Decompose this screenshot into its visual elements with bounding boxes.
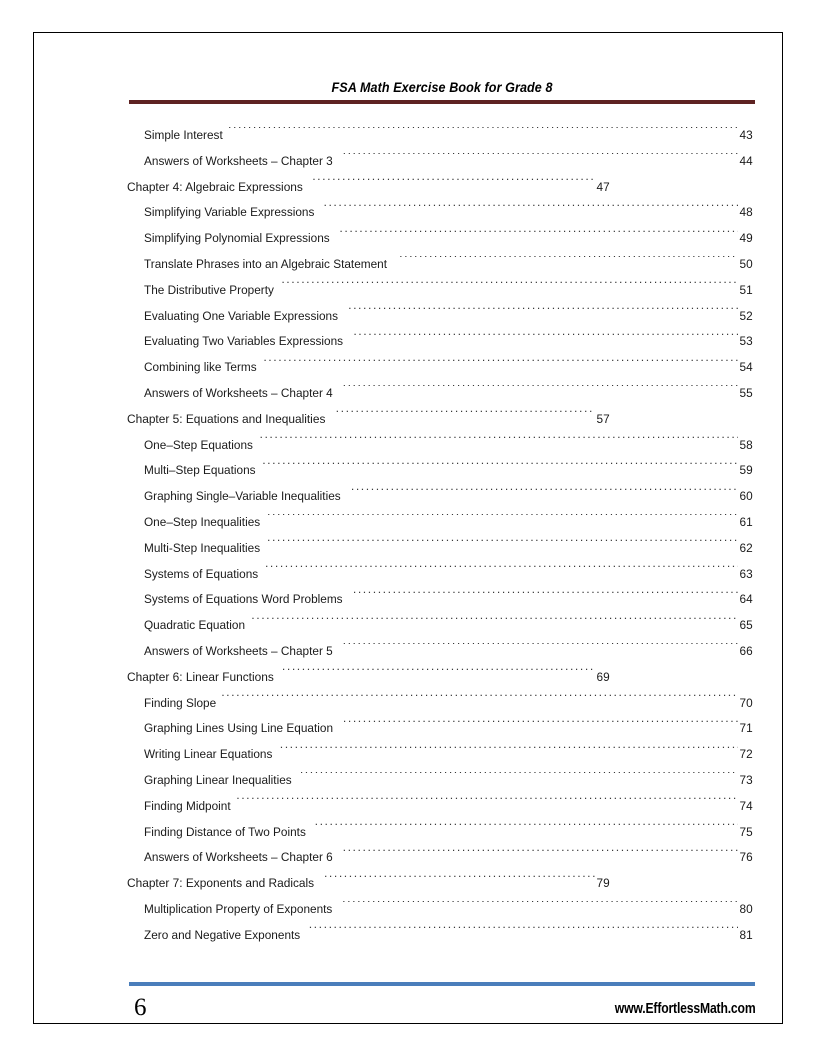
- toc-entry-label: Finding Distance of Two Points: [144, 824, 306, 839]
- toc-leader-dots: [399, 256, 738, 268]
- toc-entry-label: Finding Midpoint: [144, 798, 231, 813]
- toc-row-inner: [144, 820, 753, 846]
- toc-leader-dots: [343, 849, 739, 861]
- toc-entry-page-number: 79: [596, 876, 610, 891]
- toc-entry-label: Systems of Equations: [144, 566, 259, 581]
- toc-entry-label: Quadratic Equation: [144, 618, 246, 633]
- toc-entry-label: Evaluating Two Variables Expressions: [144, 334, 344, 349]
- toc-row-inner: [144, 355, 753, 381]
- toc-leader-dots: [263, 359, 738, 371]
- toc-entry-page-number: 61: [739, 514, 753, 529]
- toc-entry-row[interactable]: [34, 587, 816, 613]
- toc-leader-dots: [260, 436, 739, 448]
- toc-entry-page-number: 76: [739, 850, 753, 865]
- toc-chapter-row[interactable]: [34, 871, 816, 897]
- toc-row-inner: [144, 484, 753, 510]
- toc-row-inner: [144, 123, 753, 149]
- toc-entry-label: Systems of Equations Word Problems: [144, 592, 343, 607]
- toc-entry-page-number: 44: [739, 153, 753, 168]
- toc-leader-dots: [353, 333, 738, 345]
- toc-entry-row[interactable]: [34, 510, 816, 536]
- toc-leader-dots: [342, 901, 738, 913]
- toc-entry-label: The Distributive Property: [144, 282, 274, 297]
- toc-entry-label: Combining like Terms: [144, 360, 257, 375]
- toc-row-inner: [144, 536, 753, 562]
- toc-row-inner: [127, 871, 610, 897]
- toc-entry-row[interactable]: [34, 562, 816, 588]
- toc-entry-row[interactable]: [34, 123, 816, 149]
- toc-entry-label: Graphing Single–Variable Inequalities: [144, 489, 341, 504]
- toc-row-inner: [144, 639, 753, 665]
- toc-entry-label: Chapter 5: Equations and Inequalities: [127, 411, 326, 426]
- toc-entry-page-number: 65: [739, 618, 753, 633]
- toc-entry-label: One–Step Equations: [144, 437, 253, 452]
- toc-leader-dots: [353, 591, 738, 603]
- toc-entry-page-number: 63: [739, 566, 753, 581]
- toc-leader-dots: [236, 797, 738, 809]
- toc-entry-page-number: 60: [739, 489, 753, 504]
- toc-entry-row[interactable]: [34, 355, 816, 381]
- toc-row-inner: [144, 587, 753, 613]
- toc-chapter-row[interactable]: [34, 665, 816, 691]
- toc-row-inner: [144, 433, 753, 459]
- toc-entry-row[interactable]: [34, 742, 816, 768]
- website-link[interactable]: www.EffortlessMath.com: [614, 1001, 755, 1017]
- toc-entry-label: Chapter 6: Linear Functions: [127, 669, 274, 684]
- toc-entry-page-number: 70: [739, 695, 753, 710]
- toc-row-inner: [144, 691, 753, 717]
- toc-entry-row[interactable]: [34, 278, 816, 304]
- toc-leader-dots: [221, 694, 738, 706]
- toc-entry-row[interactable]: [34, 691, 816, 717]
- toc-entry-page-number: 71: [739, 721, 753, 736]
- toc-entry-label: Finding Slope: [144, 695, 217, 710]
- toc-chapter-row[interactable]: [34, 175, 816, 201]
- toc-row-inner: [144, 845, 753, 871]
- toc-leader-dots: [323, 204, 738, 216]
- toc-leader-dots: [324, 875, 595, 887]
- toc-entry-row[interactable]: [34, 304, 816, 330]
- toc-entry-label: Zero and Negative Exponents: [144, 927, 301, 942]
- toc-entry-row[interactable]: [34, 536, 816, 562]
- toc-leader-dots: [300, 772, 738, 784]
- toc-entry-label: Multi-Step Inequalities: [144, 540, 261, 555]
- toc-leader-dots: [343, 720, 738, 732]
- toc-entry-page-number: 55: [739, 385, 753, 400]
- toc-row-inner: [144, 252, 753, 278]
- toc-entry-row[interactable]: [34, 433, 816, 459]
- toc-entry-page-number: 66: [739, 643, 753, 658]
- toc-row-inner: [144, 278, 753, 304]
- toc-row-inner: [144, 742, 753, 768]
- toc-row-inner: [127, 407, 610, 433]
- toc-row-inner: [144, 613, 753, 639]
- running-header: [129, 80, 755, 104]
- toc-leader-dots: [309, 926, 739, 938]
- toc-entry-page-number: 64: [739, 592, 753, 607]
- toc-entry-label: Answers of Worksheets – Chapter 5: [144, 643, 333, 658]
- toc-entry-page-number: 75: [739, 824, 753, 839]
- toc-row-inner: [144, 458, 753, 484]
- toc-entry-page-number: 72: [739, 747, 753, 762]
- toc-entry-page-number: 48: [739, 205, 753, 220]
- toc-row-inner: [144, 768, 753, 794]
- toc-entry-label: Simple Interest: [144, 128, 223, 142]
- page-frame: [33, 32, 783, 1024]
- toc-leader-dots: [312, 178, 595, 190]
- toc-leader-dots: [251, 617, 738, 629]
- toc-entry-label: Answers of Worksheets – Chapter 6: [144, 850, 333, 865]
- toc-entry-page-number: 80: [739, 901, 753, 916]
- toc-leader-dots: [265, 565, 738, 577]
- toc-chapter-row[interactable]: [34, 407, 816, 433]
- toc-entry-row[interactable]: [34, 458, 816, 484]
- footer-divider-rule: [129, 982, 755, 986]
- toc-entry-row[interactable]: [34, 923, 816, 949]
- toc-entry-label: Answers of Worksheets – Chapter 4: [144, 385, 333, 400]
- toc-row-inner: [127, 665, 610, 691]
- toc-entry-label: Simplifying Polynomial Expressions: [144, 231, 330, 246]
- toc-leader-dots: [336, 410, 596, 422]
- toc-leader-dots: [348, 307, 738, 319]
- toc-leader-dots: [343, 385, 739, 397]
- toc-entry-page-number: 43: [739, 128, 753, 142]
- page-title: FSA Math Exercise Book for Grade 8: [331, 80, 553, 95]
- page-footer: [129, 982, 755, 1033]
- toc-row-inner: [144, 794, 753, 820]
- toc-row-inner: [144, 923, 753, 949]
- toc-entry-label: Translate Phrases into an Algebraic Statement: [144, 256, 388, 271]
- toc-entry-row[interactable]: [34, 845, 816, 871]
- toc-row-inner: [144, 304, 753, 330]
- toc-leader-dots: [282, 668, 595, 680]
- toc-entry-row[interactable]: [34, 897, 816, 923]
- toc-row-inner: [144, 149, 753, 175]
- toc-entry-label: Multiplication Property of Exponents: [144, 901, 333, 916]
- toc-leader-dots: [280, 746, 739, 758]
- toc-leader-dots: [339, 230, 738, 242]
- toc-row-inner: [144, 381, 753, 407]
- footer-content: [129, 993, 755, 1033]
- toc-entry-page-number: 69: [596, 669, 610, 684]
- toc-leader-dots: [315, 823, 739, 835]
- toc-entry-row[interactable]: [34, 252, 816, 278]
- toc-leader-dots: [343, 153, 739, 165]
- toc-row-inner: [144, 716, 753, 742]
- toc-entry-page-number: 52: [739, 308, 753, 323]
- toc-leader-dots: [281, 281, 738, 293]
- toc-entry-label: Chapter 4: Algebraic Expressions: [127, 179, 303, 194]
- toc-entry-row[interactable]: [34, 381, 816, 407]
- toc-leader-dots: [262, 462, 738, 474]
- toc-leader-dots: [343, 643, 739, 655]
- toc-entry-label: Chapter 7: Exponents and Radicals: [127, 876, 315, 891]
- toc-row-inner: [144, 897, 753, 923]
- toc-entry-row[interactable]: [34, 200, 816, 226]
- toc-leader-dots: [267, 514, 738, 526]
- toc-entry-page-number: 54: [739, 360, 753, 375]
- toc-entry-label: Simplifying Variable Expressions: [144, 205, 315, 220]
- toc-leader-dots: [228, 127, 738, 139]
- toc-entry-row[interactable]: [34, 794, 816, 820]
- toc-entry-page-number: 58: [739, 437, 753, 452]
- page-number: 6: [134, 994, 147, 1021]
- toc-entry-row[interactable]: [34, 484, 816, 510]
- toc-entry-page-number: 47: [596, 179, 610, 194]
- toc-entry-page-number: 51: [739, 282, 753, 297]
- toc-entry-page-number: 81: [739, 927, 753, 942]
- toc-entry-row[interactable]: [34, 768, 816, 794]
- toc-entry-label: Writing Linear Equations: [144, 747, 273, 762]
- toc-entry-label: Multi–Step Equations: [144, 463, 256, 478]
- header-divider-rule: [129, 100, 755, 104]
- toc-row-inner: [144, 329, 753, 355]
- toc-entry-label: Answers of Worksheets – Chapter 3: [144, 153, 333, 168]
- toc-entry-row[interactable]: [34, 639, 816, 665]
- toc-entry-row[interactable]: [34, 820, 816, 846]
- toc-entry-page-number: 57: [596, 411, 610, 426]
- toc-entry-page-number: 50: [739, 256, 753, 271]
- toc-entry-label: Graphing Lines Using Line Equation: [144, 721, 334, 736]
- toc-entry-row[interactable]: [34, 149, 816, 175]
- toc-entry-page-number: 59: [739, 463, 753, 478]
- toc-entry-page-number: 53: [739, 334, 753, 349]
- toc-leader-dots: [267, 539, 738, 551]
- toc-entry-label: Evaluating One Variable Expressions: [144, 308, 339, 323]
- toc-row-inner: [144, 226, 753, 252]
- toc-entry-label: Graphing Linear Inequalities: [144, 772, 292, 787]
- toc-entry-row[interactable]: [34, 613, 816, 639]
- toc-leader-dots: [351, 488, 738, 500]
- toc-entry-page-number: 62: [739, 540, 753, 555]
- toc-entry-label: One–Step Inequalities: [144, 514, 261, 529]
- toc-entry-page-number: 74: [739, 798, 753, 813]
- toc-row-inner: [144, 510, 753, 536]
- toc-entry-page-number: 49: [739, 231, 753, 246]
- toc-row-inner: [144, 200, 753, 226]
- toc-row-inner: [127, 175, 610, 201]
- toc-row-inner: [144, 562, 753, 588]
- toc-entry-row[interactable]: [34, 329, 816, 355]
- toc-entry-page-number: 73: [739, 772, 753, 787]
- toc-entry-row[interactable]: [34, 226, 816, 252]
- table-of-contents: [34, 123, 816, 949]
- toc-entry-row[interactable]: [34, 716, 816, 742]
